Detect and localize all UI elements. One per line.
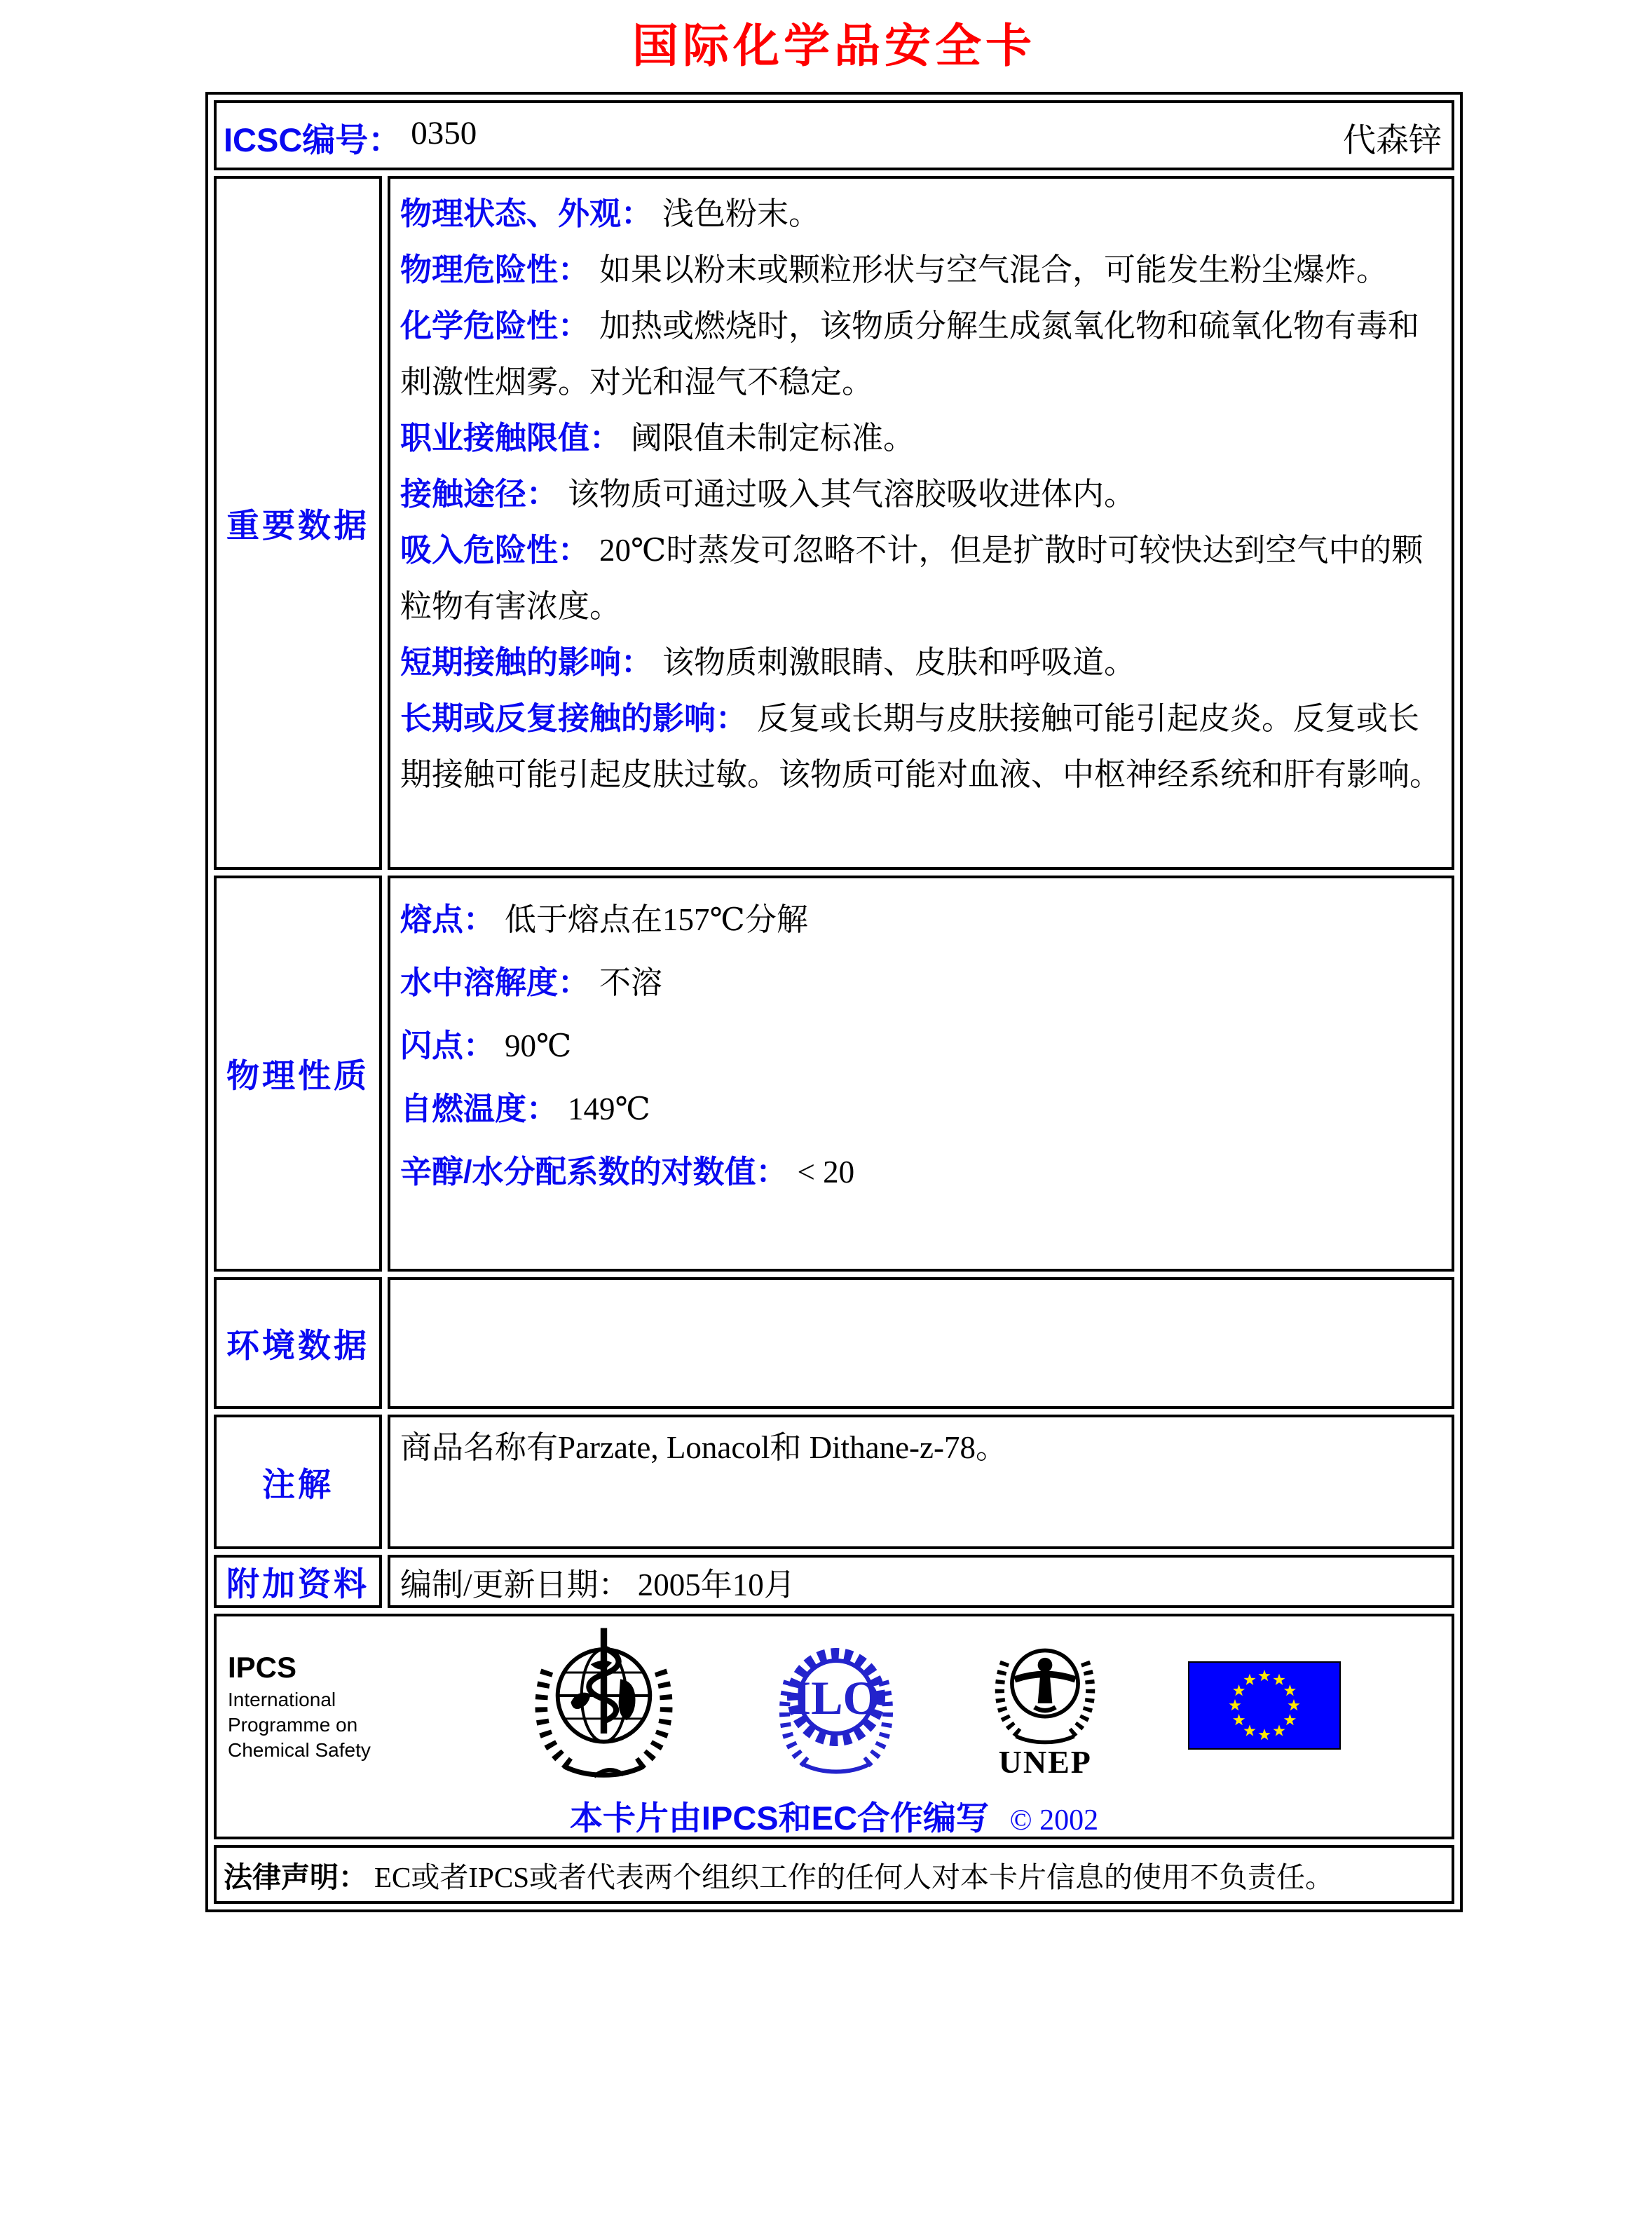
legal-text: EC或者IPCS或者代表两个组织工作的任何人对本卡片信息的使用不负责任。 xyxy=(374,1860,1334,1893)
entry-long-term-effects: 长期或反复接触的影响： 反复或长期与皮肤接触可能引起皮炎。反复或长期接触可能引起皮肤过敏。该物质可能对血液、中枢神经系统和肝有影响。 xyxy=(400,700,1442,792)
entry-partition-coefficient: 辛醇/水分配系数的对数值： < 20 xyxy=(400,1154,855,1190)
important-data-content xyxy=(388,176,1454,870)
entry-flash-point: 闪点： 90℃ xyxy=(400,1028,572,1063)
entry-chemical-danger: 化学危险性： 加热或燃烧时，该物质分解生成氮氧化物和硫氧化物有毒和刺激性烟雾。对光和湿气不稳定。 xyxy=(400,308,1420,400)
entry-physical-danger: 物理危险性： 如果以粉末或颗粒形状与空气混合，可能发生粉尘爆炸。 xyxy=(400,252,1388,287)
footer-logos xyxy=(224,1626,1445,1785)
footer-row xyxy=(214,1614,1454,1839)
footer-caption xyxy=(224,1796,1445,1843)
notes-label: 注解 xyxy=(214,1415,382,1549)
unep-logo-block xyxy=(985,1633,1105,1778)
ilo-letters: ILO xyxy=(792,1671,880,1724)
ipcs-line-1: International xyxy=(228,1689,336,1710)
legal-label: 法律声明： xyxy=(224,1860,367,1893)
ilo-logo-icon xyxy=(770,1633,903,1778)
ipcs-line-2: Programme on xyxy=(228,1714,358,1736)
legal-row xyxy=(214,1845,1454,1904)
icsc-number-value: 0350 xyxy=(411,115,477,151)
section-additional-info xyxy=(214,1555,1454,1608)
footer-copyright: © 2002 xyxy=(1009,1804,1099,1837)
icsc-card xyxy=(205,92,1463,1912)
physical-properties-content xyxy=(388,876,1454,1272)
additional-info-label: 附加资料 xyxy=(214,1555,382,1608)
unep-logo-icon xyxy=(985,1633,1105,1747)
environmental-data-content xyxy=(388,1277,1454,1409)
ipcs-line-3: Chemical Safety xyxy=(228,1739,371,1761)
legal-cell xyxy=(214,1845,1454,1904)
eu-flag-icon xyxy=(1188,1661,1341,1750)
footer-cell xyxy=(214,1614,1454,1839)
header-cell xyxy=(214,100,1454,170)
icsc-number-label: ICSC编号： xyxy=(224,121,402,158)
physical-properties-label: 物理性质 xyxy=(214,876,382,1272)
entry-melting-point: 熔点： 低于熔点在157℃分解 xyxy=(400,901,808,937)
chemical-name: 代森锌 xyxy=(1343,123,1442,159)
entry-exposure-routes: 接触途径： 该物质可通过吸入其气溶胶吸收进体内。 xyxy=(400,476,1136,512)
who-logo-icon xyxy=(521,1626,686,1785)
entry-occupational-limit: 职业接触限值： 阈限值未制定标准。 xyxy=(400,420,915,456)
entry-inhalation-risk: 吸入危险性： 20℃时蒸发可忽略不计，但是扩散时可较快达到空气中的颗粒物有害浓度。 xyxy=(400,532,1424,624)
important-data-label: 重要数据 xyxy=(214,176,382,870)
entry-water-solubility: 水中溶解度： 不溶 xyxy=(400,965,663,1000)
entry-autoignition-temp: 自燃温度： 149℃ xyxy=(400,1091,650,1126)
environmental-data-label: 环境数据 xyxy=(214,1277,382,1409)
ipcs-title: IPCS xyxy=(228,1651,297,1684)
unep-label: UNEP xyxy=(998,1744,1092,1780)
notes-content: 商品名称有Parzate, Lonacol和 Dithane-z-78。 xyxy=(388,1415,1454,1549)
entry-short-term-effects: 短期接触的影响： 该物质刺激眼睛、皮肤和呼吸道。 xyxy=(400,644,1136,680)
section-notes xyxy=(214,1415,1454,1549)
section-physical-properties xyxy=(214,876,1454,1272)
icsc-document xyxy=(205,8,1463,1912)
page-title: 国际化学品安全卡 xyxy=(632,20,1036,71)
section-environmental-data xyxy=(214,1277,1454,1409)
entry-physical-state: 物理状态、外观： 浅色粉末。 xyxy=(400,196,821,231)
additional-info-content: 编制/更新日期： 2005年10月 xyxy=(388,1555,1454,1608)
footer-caption-text: 本卡片由IPCS和EC合作编写 xyxy=(569,1799,989,1837)
section-important-data xyxy=(214,176,1454,870)
ipcs-text-block xyxy=(228,1648,438,1763)
header-row xyxy=(214,100,1454,170)
